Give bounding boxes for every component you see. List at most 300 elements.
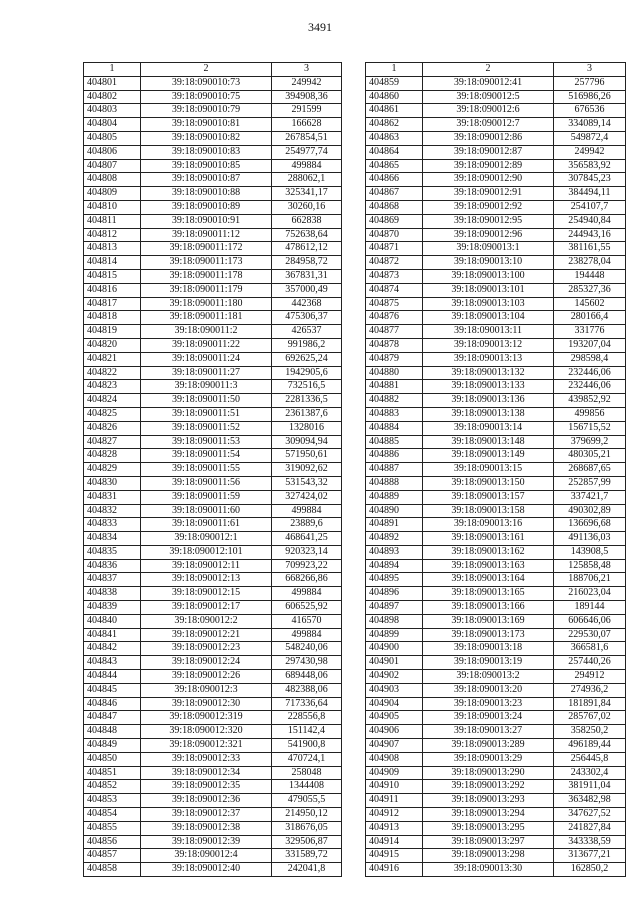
cell-cadastral-number: 39:18:090011:2 — [141, 325, 272, 339]
cell-value: 327424,02 — [272, 490, 342, 504]
table-row — [366, 573, 626, 587]
cell-cadastral-number: 39:18:090012:15 — [141, 587, 272, 601]
cell-row-number: 404809 — [84, 187, 141, 201]
cell-row-number: 404820 — [84, 338, 141, 352]
cell-row-number: 404805 — [84, 131, 141, 145]
cell-row-number: 404846 — [84, 697, 141, 711]
cell-value: 151142,4 — [272, 725, 342, 739]
cell-row-number: 404838 — [84, 587, 141, 601]
cell-row-number: 404905 — [366, 711, 423, 725]
cell-cadastral-number: 39:18:090012:11 — [141, 559, 272, 573]
cell-cadastral-number: 39:18:090013:158 — [423, 504, 554, 518]
table-row — [84, 90, 342, 104]
cell-row-number: 404849 — [84, 739, 141, 753]
table-row — [366, 449, 626, 463]
cell-cadastral-number: 39:18:090011:53 — [141, 435, 272, 449]
table-row — [366, 670, 626, 684]
cell-cadastral-number: 39:18:090011:12 — [141, 228, 272, 242]
cell-cadastral-number: 39:18:090013:148 — [423, 435, 554, 449]
cell-value: 254977,74 — [272, 145, 342, 159]
cell-value: 2281336,5 — [272, 394, 342, 408]
cell-value: 337421,7 — [554, 490, 626, 504]
cell-value: 358250,2 — [554, 725, 626, 739]
cell-cadastral-number: 39:18:090012:101 — [141, 545, 272, 559]
cell-value: 499884 — [272, 159, 342, 173]
cell-row-number: 404807 — [84, 159, 141, 173]
cell-cadastral-number: 39:18:090013:292 — [423, 780, 554, 794]
cell-value: 249942 — [554, 145, 626, 159]
cell-value: 343338,59 — [554, 835, 626, 849]
cell-cadastral-number: 39:18:090013:104 — [423, 311, 554, 325]
table-row — [366, 283, 626, 297]
table-row — [84, 683, 342, 697]
cell-value: 193207,04 — [554, 338, 626, 352]
cell-row-number: 404821 — [84, 352, 141, 366]
cell-cadastral-number: 39:18:090012:39 — [141, 835, 272, 849]
cell-cadastral-number: 39:18:090013:297 — [423, 835, 554, 849]
cell-cadastral-number: 39:18:090012:1 — [141, 532, 272, 546]
cell-row-number: 404884 — [366, 421, 423, 435]
cell-row-number: 404874 — [366, 283, 423, 297]
cell-value: 257796 — [554, 76, 626, 90]
cell-row-number: 404842 — [84, 642, 141, 656]
table-row — [84, 545, 342, 559]
cell-value: 243302,4 — [554, 766, 626, 780]
table-row — [84, 449, 342, 463]
cell-row-number: 404843 — [84, 656, 141, 670]
cell-cadastral-number: 39:18:090012:89 — [423, 159, 554, 173]
cell-cadastral-number: 39:18:090013:18 — [423, 642, 554, 656]
cell-cadastral-number: 39:18:090012:21 — [141, 628, 272, 642]
cell-row-number: 404882 — [366, 394, 423, 408]
table-row — [84, 228, 342, 242]
cell-value: 216023,04 — [554, 587, 626, 601]
cell-value: 298598,4 — [554, 352, 626, 366]
table-row — [84, 159, 342, 173]
cell-row-number: 404877 — [366, 325, 423, 339]
cell-cadastral-number: 39:18:090011:172 — [141, 242, 272, 256]
cell-value: 334089,14 — [554, 118, 626, 132]
cell-row-number: 404889 — [366, 490, 423, 504]
table-row — [366, 76, 626, 90]
table-row — [366, 200, 626, 214]
cell-row-number: 404863 — [366, 131, 423, 145]
column-header-1: 1 — [366, 63, 423, 77]
table-row — [84, 532, 342, 546]
cell-cadastral-number: 39:18:090010:81 — [141, 118, 272, 132]
cell-row-number: 404814 — [84, 256, 141, 270]
table-row — [84, 131, 342, 145]
table-row — [366, 104, 626, 118]
cell-value: 363482,98 — [554, 794, 626, 808]
cell-row-number: 404913 — [366, 821, 423, 835]
cell-row-number: 404840 — [84, 614, 141, 628]
cell-value: 2361387,6 — [272, 407, 342, 421]
cell-row-number: 404834 — [84, 532, 141, 546]
cell-value: 254940,84 — [554, 214, 626, 228]
cell-cadastral-number: 39:18:090012:5 — [423, 90, 554, 104]
cell-row-number: 404908 — [366, 752, 423, 766]
table-row — [84, 559, 342, 573]
cell-value: 284958,72 — [272, 256, 342, 270]
cell-row-number: 404815 — [84, 269, 141, 283]
cell-row-number: 404885 — [366, 435, 423, 449]
table-row — [84, 76, 342, 90]
cell-value: 482388,06 — [272, 683, 342, 697]
cell-value: 238278,04 — [554, 256, 626, 270]
cell-row-number: 404862 — [366, 118, 423, 132]
cell-row-number: 404851 — [84, 766, 141, 780]
cell-value: 689448,06 — [272, 670, 342, 684]
cell-value: 357000,49 — [272, 283, 342, 297]
cell-row-number: 404850 — [84, 752, 141, 766]
table-row — [366, 739, 626, 753]
table-row — [84, 766, 342, 780]
cell-cadastral-number: 39:18:090013:295 — [423, 821, 554, 835]
table-row — [366, 752, 626, 766]
cell-cadastral-number: 39:18:090012:30 — [141, 697, 272, 711]
cell-cadastral-number: 39:18:090011:27 — [141, 366, 272, 380]
cell-row-number: 404829 — [84, 463, 141, 477]
table-row — [84, 325, 342, 339]
cell-cadastral-number: 39:18:090013:27 — [423, 725, 554, 739]
cell-cadastral-number: 39:18:090013:293 — [423, 794, 554, 808]
cell-cadastral-number: 39:18:090013:157 — [423, 490, 554, 504]
cell-value: 692625,24 — [272, 352, 342, 366]
cell-value: 571950,61 — [272, 449, 342, 463]
cell-cadastral-number: 39:18:090013:173 — [423, 628, 554, 642]
cell-cadastral-number: 39:18:090012:92 — [423, 200, 554, 214]
cell-cadastral-number: 39:18:090013:166 — [423, 601, 554, 615]
table-row — [366, 545, 626, 559]
table-row — [84, 338, 342, 352]
cell-value: 499884 — [272, 628, 342, 642]
cell-cadastral-number: 39:18:090010:79 — [141, 104, 272, 118]
cell-cadastral-number: 39:18:090013:165 — [423, 587, 554, 601]
cell-row-number: 404811 — [84, 214, 141, 228]
cell-row-number: 404910 — [366, 780, 423, 794]
column-header-3: 3 — [272, 63, 342, 77]
cell-value: 291599 — [272, 104, 342, 118]
cell-cadastral-number: 39:18:090013:23 — [423, 697, 554, 711]
cell-cadastral-number: 39:18:090010:83 — [141, 145, 272, 159]
cell-value: 470724,1 — [272, 752, 342, 766]
cell-value: 252857,99 — [554, 476, 626, 490]
cell-row-number: 404804 — [84, 118, 141, 132]
cell-value: 491136,03 — [554, 532, 626, 546]
cell-row-number: 404844 — [84, 670, 141, 684]
table-row — [366, 159, 626, 173]
cell-cadastral-number: 39:18:090012:87 — [423, 145, 554, 159]
table-row — [366, 532, 626, 546]
cell-value: 920323,14 — [272, 545, 342, 559]
cell-value: 229530,07 — [554, 628, 626, 642]
cell-cadastral-number: 39:18:090011:179 — [141, 283, 272, 297]
cell-row-number: 404817 — [84, 297, 141, 311]
cell-row-number: 404896 — [366, 587, 423, 601]
cell-row-number: 404803 — [84, 104, 141, 118]
table-row — [84, 311, 342, 325]
cell-row-number: 404895 — [366, 573, 423, 587]
cell-cadastral-number: 39:18:090010:89 — [141, 200, 272, 214]
table-row — [366, 711, 626, 725]
cell-value: 356583,92 — [554, 159, 626, 173]
cell-row-number: 404881 — [366, 380, 423, 394]
cell-value: 166628 — [272, 118, 342, 132]
cell-value: 313677,21 — [554, 849, 626, 863]
cell-value: 1942905,6 — [272, 366, 342, 380]
table-row — [366, 311, 626, 325]
cell-cadastral-number: 39:18:090013:138 — [423, 407, 554, 421]
cell-cadastral-number: 39:18:090010:85 — [141, 159, 272, 173]
cell-value: 676536 — [554, 104, 626, 118]
cell-row-number: 404848 — [84, 725, 141, 739]
cell-row-number: 404865 — [366, 159, 423, 173]
cell-value: 244943,16 — [554, 228, 626, 242]
cell-row-number: 404831 — [84, 490, 141, 504]
table-row — [84, 214, 342, 228]
cell-cadastral-number: 39:18:090012:321 — [141, 739, 272, 753]
cell-row-number: 404916 — [366, 863, 423, 877]
cell-row-number: 404830 — [84, 476, 141, 490]
table-row — [366, 256, 626, 270]
cell-value: 258048 — [272, 766, 342, 780]
cell-value: 991986,2 — [272, 338, 342, 352]
cell-cadastral-number: 39:18:090010:91 — [141, 214, 272, 228]
cell-value: 1328016 — [272, 421, 342, 435]
table-row — [84, 173, 342, 187]
cell-row-number: 404891 — [366, 518, 423, 532]
table-row — [366, 118, 626, 132]
cell-cadastral-number: 39:18:090011:55 — [141, 463, 272, 477]
table-row — [84, 587, 342, 601]
table-row — [84, 407, 342, 421]
cell-value: 125858,48 — [554, 559, 626, 573]
table-row — [84, 256, 342, 270]
cell-row-number: 404822 — [84, 366, 141, 380]
table-header-row — [366, 63, 626, 77]
cell-cadastral-number: 39:18:090012:36 — [141, 794, 272, 808]
cell-value: 256445,8 — [554, 752, 626, 766]
cell-row-number: 404867 — [366, 187, 423, 201]
table-row — [366, 131, 626, 145]
cell-cadastral-number: 39:18:090013:132 — [423, 366, 554, 380]
cell-cadastral-number: 39:18:090011:51 — [141, 407, 272, 421]
cell-row-number: 404866 — [366, 173, 423, 187]
cell-row-number: 404835 — [84, 545, 141, 559]
cell-row-number: 404847 — [84, 711, 141, 725]
cell-value: 249942 — [272, 76, 342, 90]
cell-value: 439852,92 — [554, 394, 626, 408]
cell-row-number: 404802 — [84, 90, 141, 104]
cell-row-number: 404823 — [84, 380, 141, 394]
table-row — [366, 421, 626, 435]
cell-row-number: 404875 — [366, 297, 423, 311]
table-row — [84, 725, 342, 739]
table-row — [84, 145, 342, 159]
cell-row-number: 404861 — [366, 104, 423, 118]
table-row — [366, 366, 626, 380]
cell-value: 268687,65 — [554, 463, 626, 477]
cell-row-number: 404902 — [366, 670, 423, 684]
cell-cadastral-number: 39:18:090012:38 — [141, 821, 272, 835]
cell-cadastral-number: 39:18:090013:14 — [423, 421, 554, 435]
cell-value: 416570 — [272, 614, 342, 628]
cell-row-number: 404827 — [84, 435, 141, 449]
cell-value: 288062,1 — [272, 173, 342, 187]
cell-cadastral-number: 39:18:090012:23 — [141, 642, 272, 656]
table-header-row — [84, 63, 342, 77]
cell-value: 426537 — [272, 325, 342, 339]
table-row — [84, 697, 342, 711]
cell-row-number: 404909 — [366, 766, 423, 780]
table-row — [366, 90, 626, 104]
table-row — [366, 269, 626, 283]
table-row — [84, 642, 342, 656]
table-row — [84, 614, 342, 628]
cell-value: 297430,98 — [272, 656, 342, 670]
cell-row-number: 404855 — [84, 821, 141, 835]
cell-value: 23889,6 — [272, 518, 342, 532]
table-row — [84, 297, 342, 311]
table-row — [84, 490, 342, 504]
table-row — [84, 242, 342, 256]
table-row — [366, 642, 626, 656]
cell-value: 318676,05 — [272, 821, 342, 835]
cell-value: 162850,2 — [554, 863, 626, 877]
cell-row-number: 404856 — [84, 835, 141, 849]
table-row — [84, 380, 342, 394]
cell-cadastral-number: 39:18:090012:96 — [423, 228, 554, 242]
cell-row-number: 404845 — [84, 683, 141, 697]
registry-table-left — [83, 62, 342, 877]
table-body-right — [366, 63, 626, 877]
table-row — [84, 821, 342, 835]
cell-row-number: 404897 — [366, 601, 423, 615]
cell-value: 606646,06 — [554, 614, 626, 628]
table-row — [366, 766, 626, 780]
cell-cadastral-number: 39:18:090011:61 — [141, 518, 272, 532]
cell-value: 232446,06 — [554, 380, 626, 394]
cell-cadastral-number: 39:18:090011:178 — [141, 269, 272, 283]
table-row — [366, 187, 626, 201]
cell-cadastral-number: 39:18:090013:163 — [423, 559, 554, 573]
cell-cadastral-number: 39:18:090011:181 — [141, 311, 272, 325]
table-row — [84, 835, 342, 849]
cell-row-number: 404868 — [366, 200, 423, 214]
cell-value: 294912 — [554, 670, 626, 684]
cell-row-number: 404873 — [366, 269, 423, 283]
table-row — [84, 628, 342, 642]
cell-row-number: 404883 — [366, 407, 423, 421]
cell-cadastral-number: 39:18:090010:82 — [141, 131, 272, 145]
cell-cadastral-number: 39:18:090012:35 — [141, 780, 272, 794]
cell-row-number: 404806 — [84, 145, 141, 159]
cell-value: 662838 — [272, 214, 342, 228]
cell-value: 325341,17 — [272, 187, 342, 201]
cell-cadastral-number: 39:18:090013:30 — [423, 863, 554, 877]
cell-row-number: 404893 — [366, 545, 423, 559]
table-row — [84, 739, 342, 753]
cell-cadastral-number: 39:18:090013:13 — [423, 352, 554, 366]
cell-row-number: 404812 — [84, 228, 141, 242]
cell-row-number: 404887 — [366, 463, 423, 477]
cell-row-number: 404876 — [366, 311, 423, 325]
cell-value: 331776 — [554, 325, 626, 339]
table-row — [84, 118, 342, 132]
cell-row-number: 404864 — [366, 145, 423, 159]
cell-cadastral-number: 39:18:090013:289 — [423, 739, 554, 753]
cell-cadastral-number: 39:18:090012:17 — [141, 601, 272, 615]
cell-value: 606525,92 — [272, 601, 342, 615]
cell-value: 331589,72 — [272, 849, 342, 863]
table-row — [366, 559, 626, 573]
table-row — [366, 435, 626, 449]
table-row — [366, 628, 626, 642]
cell-value: 381911,04 — [554, 780, 626, 794]
cell-value: 531543,32 — [272, 476, 342, 490]
cell-row-number: 404810 — [84, 200, 141, 214]
cell-row-number: 404869 — [366, 214, 423, 228]
cell-row-number: 404801 — [84, 76, 141, 90]
cell-value: 285327,36 — [554, 283, 626, 297]
cell-cadastral-number: 39:18:090012:40 — [141, 863, 272, 877]
table-row — [366, 338, 626, 352]
table-row — [84, 780, 342, 794]
cell-cadastral-number: 39:18:090011:52 — [141, 421, 272, 435]
cell-value: 499884 — [272, 504, 342, 518]
cell-cadastral-number: 39:18:090011:180 — [141, 297, 272, 311]
cell-cadastral-number: 39:18:090013:294 — [423, 808, 554, 822]
cell-cadastral-number: 39:18:090013:20 — [423, 683, 554, 697]
cell-row-number: 404872 — [366, 256, 423, 270]
cell-row-number: 404907 — [366, 739, 423, 753]
cell-value: 143908,5 — [554, 545, 626, 559]
cell-cadastral-number: 39:18:090012:319 — [141, 711, 272, 725]
table-row — [366, 145, 626, 159]
cell-row-number: 404808 — [84, 173, 141, 187]
table-row — [84, 394, 342, 408]
table-row — [366, 407, 626, 421]
cell-cadastral-number: 39:18:090012:34 — [141, 766, 272, 780]
column-header-1: 1 — [84, 63, 141, 77]
table-row — [84, 283, 342, 297]
table-row — [366, 849, 626, 863]
cell-row-number: 404886 — [366, 449, 423, 463]
cell-value: 549872,4 — [554, 131, 626, 145]
cell-cadastral-number: 39:18:090013:169 — [423, 614, 554, 628]
table-row — [84, 435, 342, 449]
cell-cadastral-number: 39:18:090013:15 — [423, 463, 554, 477]
cell-cadastral-number: 39:18:090010:87 — [141, 173, 272, 187]
table-row — [84, 711, 342, 725]
cell-row-number: 404879 — [366, 352, 423, 366]
table-row — [84, 863, 342, 877]
cell-value: 442368 — [272, 297, 342, 311]
cell-cadastral-number: 39:18:090011:54 — [141, 449, 272, 463]
cell-cadastral-number: 39:18:090013:2 — [423, 670, 554, 684]
table-row — [84, 656, 342, 670]
cell-value: 384494,11 — [554, 187, 626, 201]
cell-row-number: 404833 — [84, 518, 141, 532]
cell-cadastral-number: 39:18:090013:24 — [423, 711, 554, 725]
cell-row-number: 404903 — [366, 683, 423, 697]
cell-row-number: 404892 — [366, 532, 423, 546]
cell-value: 548240,06 — [272, 642, 342, 656]
cell-cadastral-number: 39:18:090013:150 — [423, 476, 554, 490]
cell-value: 496189,44 — [554, 739, 626, 753]
cell-cadastral-number: 39:18:090011:24 — [141, 352, 272, 366]
